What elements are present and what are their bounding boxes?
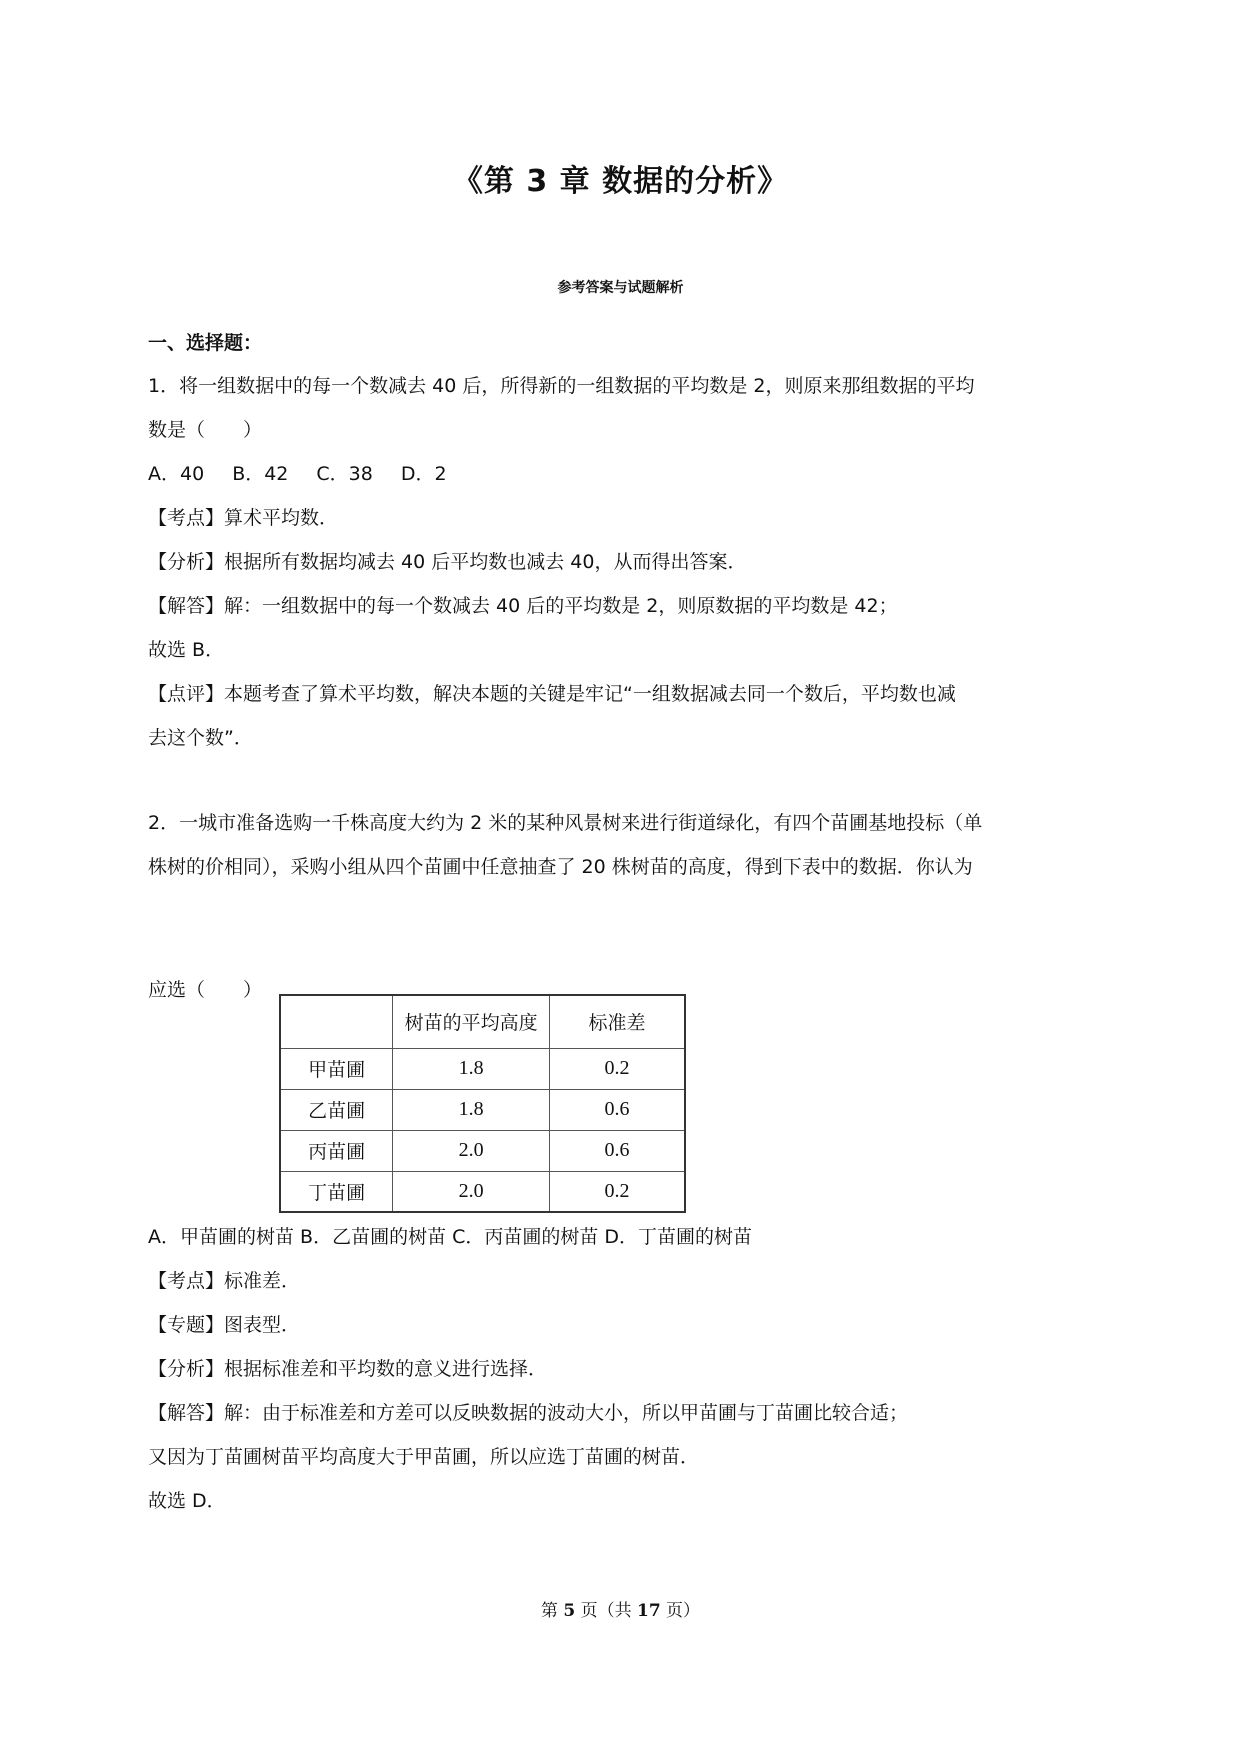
- table-cell-std-dev: 0.2: [549, 1048, 685, 1089]
- table-header-cell: 树苗的平均高度: [393, 995, 550, 1048]
- table-header-row: [280, 995, 685, 1048]
- q1-kaodian: 【考点】算术平均数．: [148, 507, 339, 529]
- footer-page-number: 5: [563, 1601, 576, 1621]
- table-cell-average-height: 2.0: [393, 1130, 550, 1171]
- table-cell-average-height: 2.0: [393, 1171, 550, 1212]
- q1-option-a: A．40: [148, 463, 205, 485]
- table-row: [280, 1130, 685, 1171]
- page-title: 《第 3 章 数据的分析》: [452, 164, 789, 199]
- table-row: [280, 1048, 685, 1089]
- q1-dianping-line2: 去这个数”．: [148, 727, 253, 749]
- q2-stem-line2: 株树的价相同），采购小组从四个苗圃中任意抽查了 20 株树苗的高度，得到下表中的数据．你认为: [148, 856, 973, 878]
- footer-middle: 页（共: [575, 1601, 637, 1621]
- table-header-cell: [280, 995, 393, 1048]
- table-row: [280, 1171, 685, 1212]
- footer-suffix: 页）: [660, 1601, 701, 1621]
- q2-jieda-line2: 又因为丁苗圃树苗平均高度大于甲苗圃，所以应选丁苗圃的树苗．: [148, 1446, 700, 1468]
- q1-answer: 故选 B．: [148, 639, 225, 661]
- q2-options: A．甲苗圃的树苗 B．乙苗圃的树苗 C．丙苗圃的树苗 D．丁苗圃的树苗: [148, 1226, 753, 1248]
- table-cell-std-dev: 0.6: [549, 1130, 685, 1171]
- q2-answer: 故选 D．: [148, 1490, 226, 1512]
- q1-jieda: 【解答】解：一组数据中的每一个数减去 40 后的平均数是 2，则原数据的平均数是 42；: [148, 595, 898, 617]
- q1-option-d: D．2: [400, 463, 447, 485]
- nursery-data-table: [279, 994, 686, 1213]
- page-subtitle: 参考答案与试题解析: [557, 280, 684, 296]
- table-header-cell: 标准差: [549, 995, 685, 1048]
- q2-stem-line3: 应选（ ）: [148, 979, 263, 1001]
- q1-stem-line2: 数是（ ）: [148, 419, 263, 441]
- q1-options: [148, 459, 447, 489]
- q1-fenxi: 【分析】根据所有数据均减去 40 后平均数也减去 40，从而得出答案．: [148, 551, 747, 573]
- table-row: [280, 1089, 685, 1130]
- footer-total-pages: 17: [636, 1601, 661, 1621]
- q2-stem-line1: 2．一城市准备选购一千株高度大约为 2 米的某种风景树来进行街道绿化，有四个苗圃基地投标（单: [148, 812, 983, 834]
- table-cell-nursery: 丁苗圃: [280, 1171, 393, 1212]
- section-heading: 一、选择题：: [148, 332, 263, 354]
- q2-jieda-line1: 【解答】解：由于标准差和方差可以反映数据的波动大小，所以甲苗圃与丁苗圃比较合适；: [148, 1402, 909, 1424]
- table-cell-nursery: 丙苗圃: [280, 1130, 393, 1171]
- q1-stem-line1: 1．将一组数据中的每一个数减去 40 后，所得新的一组数据的平均数是 2，则原来那组数据的平均: [148, 375, 975, 397]
- table-cell-nursery: 甲苗圃: [280, 1048, 393, 1089]
- table-cell-std-dev: 0.2: [549, 1171, 685, 1212]
- q1-dianping-line1: 【点评】本题考查了算术平均数，解决本题的关键是牢记“一组数据减去同一个数后，平均数也减: [148, 683, 956, 705]
- footer-prefix: 第: [540, 1601, 564, 1621]
- table-cell-average-height: 1.8: [393, 1048, 550, 1089]
- q2-zhuanti: 【专题】图表型．: [148, 1314, 301, 1336]
- page-footer: [0, 1597, 1241, 1625]
- table-cell-std-dev: 0.6: [549, 1089, 685, 1130]
- q2-fenxi: 【分析】根据标准差和平均数的意义进行选择．: [148, 1358, 548, 1380]
- q1-option-b: B．42: [232, 463, 289, 485]
- q2-kaodian: 【考点】标准差．: [148, 1270, 301, 1292]
- table-cell-average-height: 1.8: [393, 1089, 550, 1130]
- table-cell-nursery: 乙苗圃: [280, 1089, 393, 1130]
- q1-option-c: C．38: [316, 463, 373, 485]
